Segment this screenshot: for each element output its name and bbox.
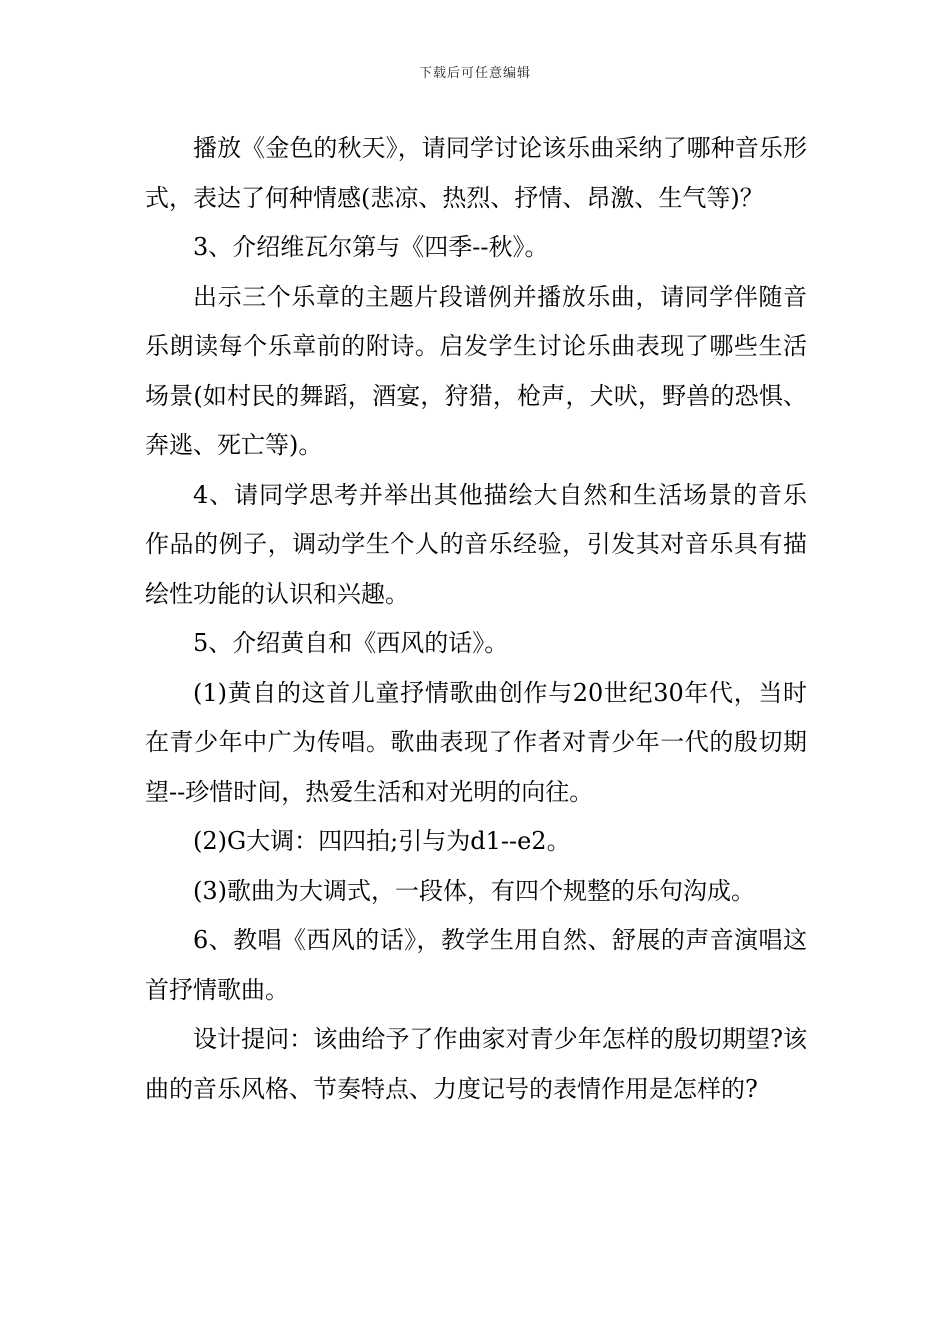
paragraph-huang-zi-intro: 5、介绍黄自和《西风的话》。 (193, 629, 509, 657)
paragraph-other-works: 4、请同学思考并举出其他描绘大自然和生活场景的音乐作品的例子，调动学生个人的音乐经验，引发其对音乐具有描绘性功能的认识和兴趣。 (145, 480, 807, 608)
paragraph-design-questions: 设计提问：该曲给予了作曲家对青少年怎样的殷切期望?该曲的音乐风格、节奏特点、力度记号的表情作用是怎样的? (145, 1025, 807, 1103)
paragraph-autumn-song-discussion: 播放《金色的秋天》，请同学讨论该乐曲采纳了哪种音乐形式，表达了何种情感(悲凉、热烈、抒情、昂激、生气等)？ (145, 134, 807, 212)
paragraph-score-excerpts: 出示三个乐章的主题片段谱例并播放乐曲，请同学伴随音乐朗读每个乐章前的附诗。启发学生讨论乐曲表现了哪些生活场景(如村民的舞蹈，酒宴，狩猎，枪声，犬吠，野兽的恐惧、奔逃、死亡等)。 (145, 282, 807, 459)
paragraph-song-structure: (3)歌曲为大调式，一段体，有四个规整的乐句沟成。 (193, 876, 755, 905)
document-body (145, 124, 807, 1114)
paragraph-vivaldi-intro: 3、介绍维瓦尔第与《四季--秋》。 (193, 233, 549, 261)
page-header-note: 下载后可任意编辑 (418, 66, 531, 81)
paragraph-teach-singing: 6、教唱《西风的话》，教学生用自然、舒展的声音演唱这首抒情歌曲。 (145, 926, 807, 1004)
paragraph-song-background: (1)黄自的这首儿童抒情歌曲创作与20世纪30年代，当时在青少年中广为传唱。歌曲表现了作者对青少年一代的殷切期望--珍惜时间，热爱生活和对光明的向往。 (145, 678, 807, 806)
paragraph-key-and-meter: (2)G大调：四四拍;引与为d1--e2。 (193, 827, 571, 855)
